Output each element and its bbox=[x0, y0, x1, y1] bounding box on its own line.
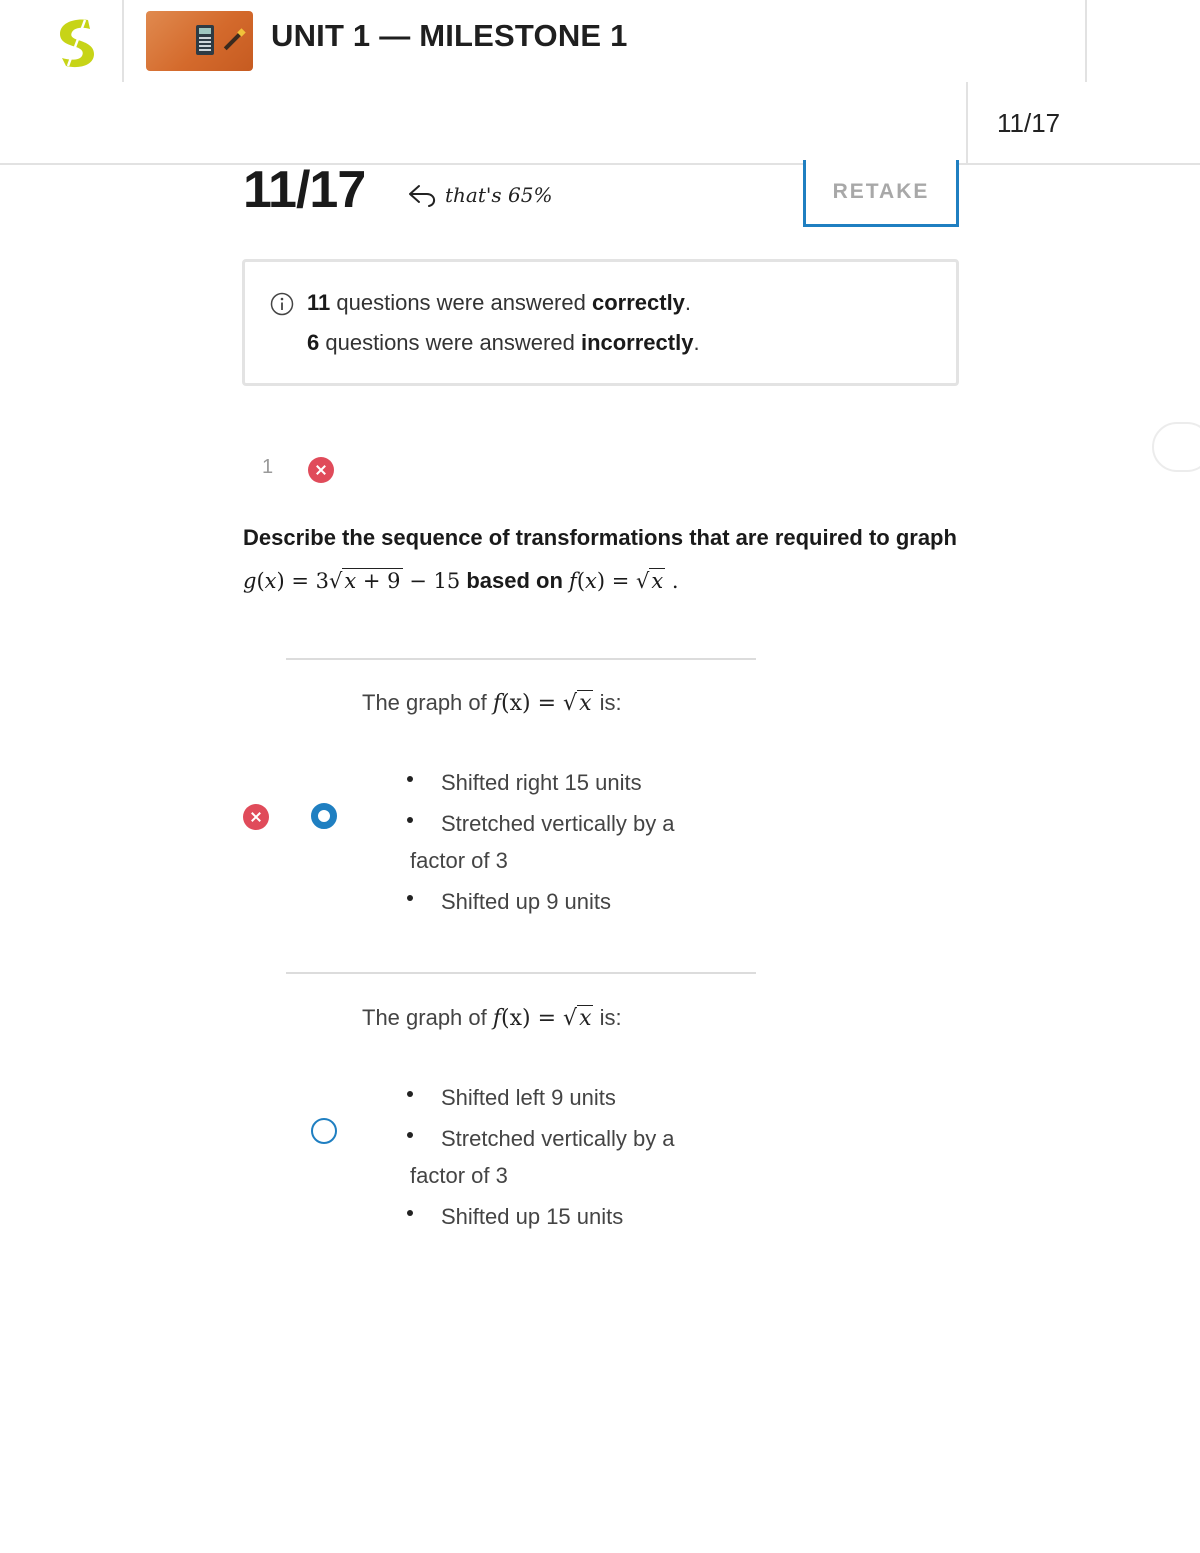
option-lead bbox=[362, 690, 622, 716]
list-item: Shifted up 15 units bbox=[410, 1196, 740, 1237]
score-bar-divider bbox=[966, 82, 968, 165]
list-item: Shifted up 9 units bbox=[410, 881, 740, 922]
sophia-logo-icon[interactable] bbox=[54, 16, 98, 70]
percentage-text: that's 65% bbox=[445, 183, 553, 207]
option-lead bbox=[362, 1005, 622, 1031]
incorrect-summary bbox=[307, 330, 700, 356]
option-suffix: is: bbox=[599, 1005, 622, 1030]
f-function: f(x) = √x . bbox=[569, 569, 679, 593]
g-function: g(x) = 3√x + 9 − 15 bbox=[243, 569, 461, 593]
curved-arrow-icon bbox=[407, 182, 439, 208]
question-text bbox=[243, 516, 963, 603]
pencil-icon bbox=[224, 32, 242, 50]
option-divider bbox=[286, 972, 756, 974]
side-feedback-tab[interactable] bbox=[1152, 422, 1200, 472]
question-number: 1 bbox=[262, 456, 274, 478]
correct-text: questions were answered bbox=[330, 290, 592, 315]
list-item-continuation: factor of 3 bbox=[410, 848, 508, 873]
correct-period: . bbox=[684, 290, 692, 315]
top-bar bbox=[0, 0, 1200, 82]
option-divider bbox=[286, 658, 756, 660]
list-item: Shifted left 9 units bbox=[410, 1077, 740, 1118]
option-suffix: is: bbox=[599, 690, 622, 715]
answer-radio-selected[interactable] bbox=[311, 803, 337, 829]
calculator-icon bbox=[196, 25, 214, 55]
option-function: f(x) = √x bbox=[492, 1006, 592, 1031]
header-divider bbox=[122, 0, 124, 82]
results-summary bbox=[242, 259, 959, 386]
header-score: 11/17 bbox=[997, 108, 1061, 138]
question-mid: based on bbox=[466, 568, 563, 593]
incorrect-period: . bbox=[693, 330, 700, 355]
option-bullet-list bbox=[410, 1077, 740, 1237]
option-lead-text: The graph of bbox=[362, 690, 487, 715]
option-bullet-list bbox=[410, 762, 740, 922]
option-function: f(x) = √x bbox=[492, 691, 592, 716]
list-item: Shifted right 15 units bbox=[410, 762, 740, 803]
info-icon bbox=[270, 292, 294, 316]
header-divider-right bbox=[1085, 0, 1087, 82]
list-item: Stretched vertically by a bbox=[410, 803, 740, 844]
correct-summary bbox=[307, 290, 691, 316]
incorrect-count: 6 bbox=[307, 330, 320, 355]
list-item: Stretched vertically by a bbox=[410, 1118, 740, 1159]
incorrect-answer-icon bbox=[243, 804, 269, 830]
incorrect-status-icon bbox=[308, 457, 334, 483]
option-lead-text: The graph of bbox=[362, 1005, 487, 1030]
percentage-note bbox=[407, 180, 552, 210]
question-prefix: Describe the sequence of transformations that are required to graph bbox=[243, 525, 957, 550]
course-thumbnail bbox=[146, 11, 253, 71]
correct-word: correctly bbox=[591, 290, 685, 315]
page-title: UNIT 1 — MILESTONE 1 bbox=[271, 18, 628, 53]
score-display: 11/17 bbox=[243, 161, 366, 219]
correct-count: 11 bbox=[307, 290, 331, 315]
answer-radio-unselected[interactable] bbox=[311, 1118, 337, 1144]
score-bar bbox=[0, 82, 1200, 165]
incorrect-word: incorrectly bbox=[580, 330, 694, 355]
list-item-continuation: factor of 3 bbox=[410, 1163, 508, 1188]
retake-button[interactable]: RETAKE bbox=[803, 160, 959, 227]
incorrect-text: questions were answered bbox=[319, 330, 581, 355]
